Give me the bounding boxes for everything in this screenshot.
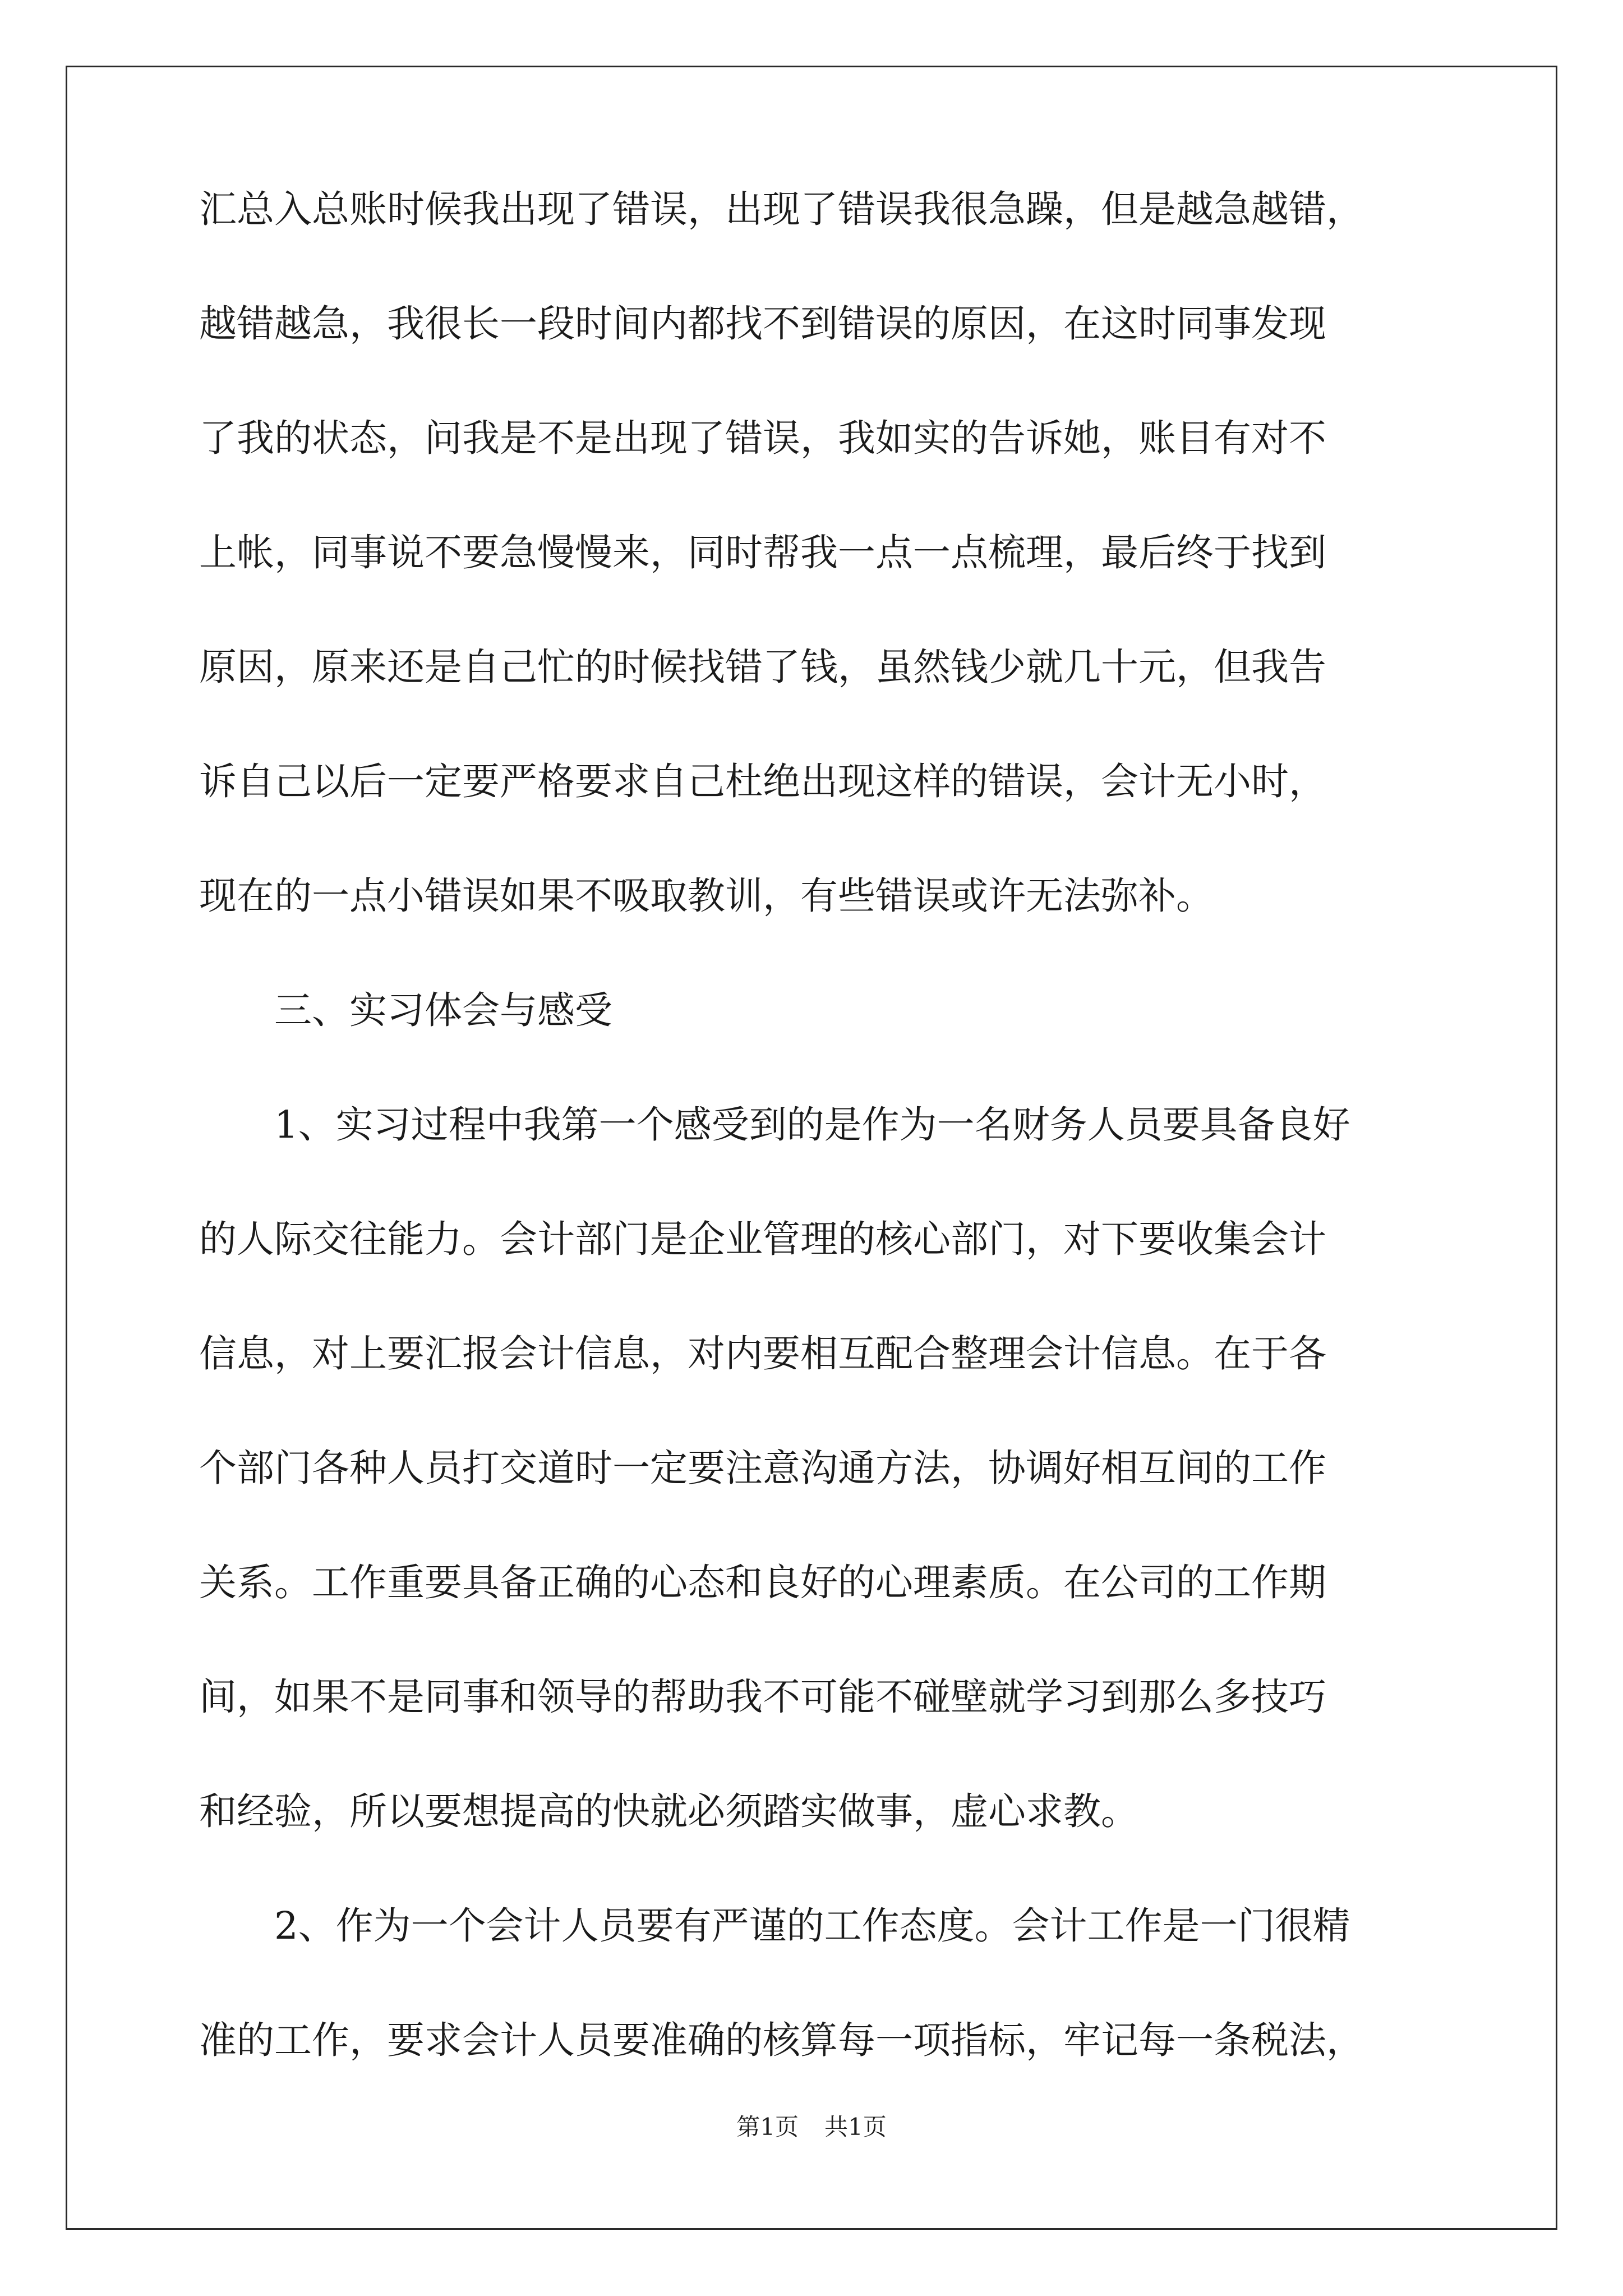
text-line: 关系。工作重要具备正确的心态和良好的心理素质。在公司的工作期	[199, 1561, 1326, 1604]
text-line: 间，如果不是同事和领导的帮助我不可能不碰壁就学习到那么多技巧	[199, 1675, 1326, 1719]
text-line: 越错越急，我很长一段时间内都找不到错误的原因，在这时同事发现	[199, 302, 1326, 346]
text-line: 汇总入总账时候我出现了错误，出现了错误我很急躁，但是越急越错，	[199, 187, 1364, 231]
text-line: 原因，原来还是自己忙的时候找错了钱，虽然钱少就几十元，但我告	[199, 645, 1326, 689]
text-line: 上帐，同事说不要急慢慢来，同时帮我一点一点梳理，最后终于找到	[199, 531, 1326, 574]
text-line: 信息，对上要汇报会计信息，对内要相互配合整理会计信息。在于各	[199, 1332, 1326, 1375]
text-line: 和经验，所以要想提高的快就必须踏实做事，虚心求教。	[199, 1789, 1138, 1833]
page-number: 第1页	[736, 2113, 799, 2141]
text-line: 现在的一点小错误如果不吸取教训，有些错误或许无法弥补。	[199, 874, 1214, 918]
text-line: 个部门各种人员打交道时一定要注意沟通方法，协调好相互间的工作	[199, 1446, 1326, 1490]
text-line: 1、实习过程中我第一个感受到的是作为一名财务人员要具备良好	[274, 1103, 1350, 1147]
text-line: 了我的状态，问我是不是出现了错误，我如实的告诉她，账目有对不	[199, 416, 1326, 460]
text-line: 的人际交往能力。会计部门是企业管理的核心部门，对下要收集会计	[199, 1217, 1326, 1261]
page-footer	[0, 2113, 1623, 2141]
text-line: 准的工作，要求会计人员要准确的核算每一项指标，牢记每一条税法，	[199, 2018, 1364, 2062]
text-line: 三、实习体会与感受	[274, 988, 612, 1032]
document-body	[199, 188, 1433, 2134]
page-total: 共1页	[824, 2113, 887, 2141]
text-line: 诉自己以后一定要严格要求自己杜绝出现这样的错误，会计无小时，	[199, 760, 1326, 803]
text-line: 2、作为一个会计人员要有严谨的工作态度。会计工作是一门很精	[274, 1904, 1350, 1948]
